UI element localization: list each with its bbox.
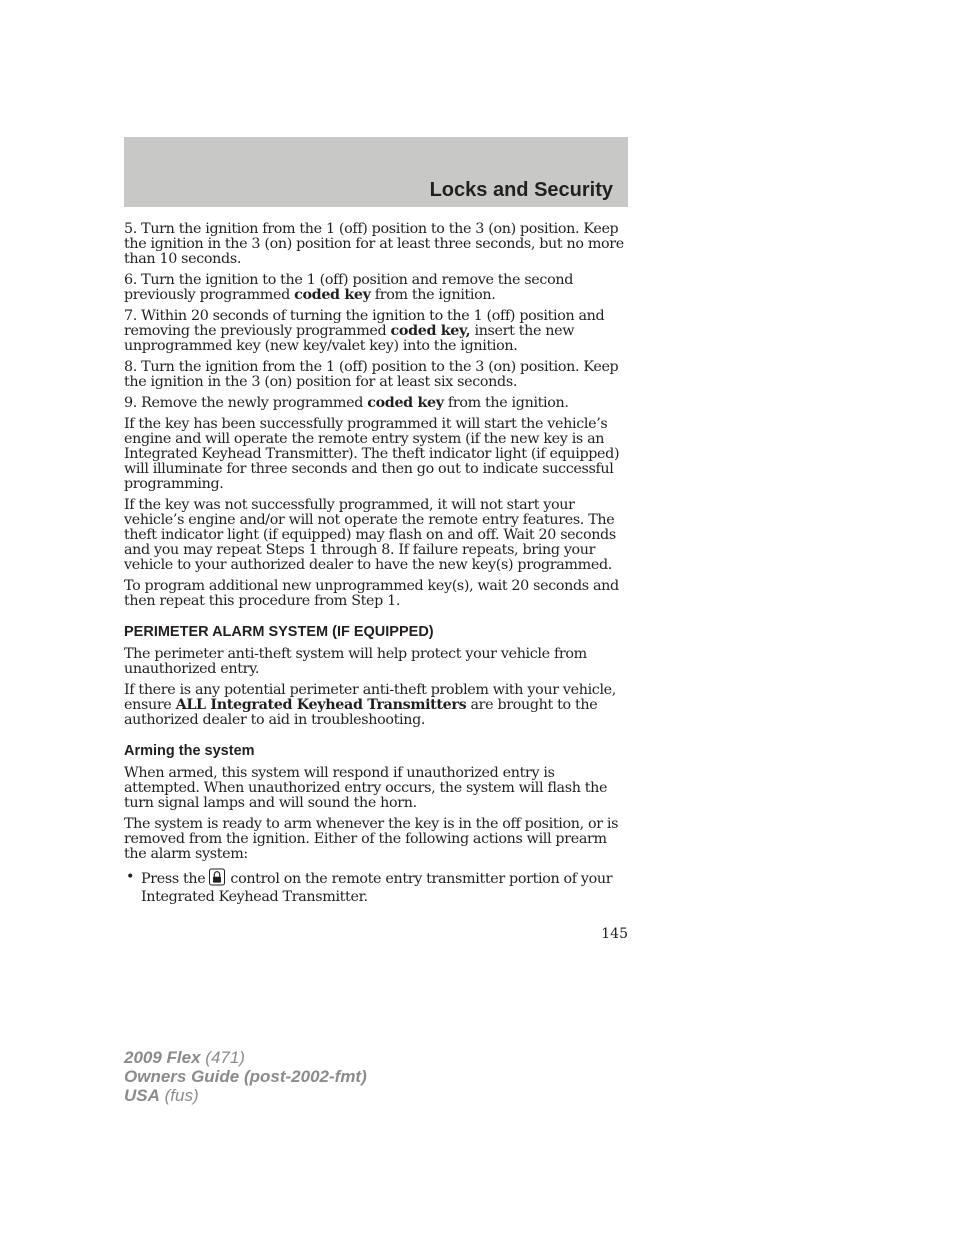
perimeter-problem-text-end: are brought to the authorized dealer to aid in troubleshooting. bbox=[124, 697, 598, 728]
arming-paragraph-2: The system is ready to arm whenever the key is in the off position, or is removed from the ignition. Either of the following actions will prearm the alarm system: bbox=[124, 816, 619, 862]
bullet-text-end: control on the remote entry transmitter portion of your Integrated Keyhead Transmitter. bbox=[141, 871, 613, 905]
step-9-text-end: from the ignition. bbox=[443, 395, 569, 411]
prearm-bullet-item bbox=[124, 868, 628, 906]
footer-market-code: (fus) bbox=[159, 1086, 199, 1105]
step-7-text-end: insert the new unprogrammed key (new key/valet key) into the ignition. bbox=[124, 323, 575, 354]
step-5-paragraph: 5. Turn the ignition from the 1 (off) position to the 3 (on) position. Keep the ignition in the 3 (on) position for at least three seconds, but no more than 10 seconds. bbox=[124, 221, 624, 267]
lock-icon bbox=[208, 868, 226, 886]
step-6-bold: coded key bbox=[294, 287, 371, 303]
bullet-dot: • bbox=[126, 869, 135, 885]
step-9-bold: coded key bbox=[367, 395, 444, 411]
perimeter-problem-bold: ALL Integrated Keyhead Transmitters bbox=[175, 697, 467, 713]
additional-keys-paragraph: To program additional new unprogrammed key(s), wait 20 seconds and then repeat this procedure from Step 1. bbox=[124, 578, 619, 609]
perimeter-alarm-heading: PERIMETER ALARM SYSTEM (IF EQUIPPED) bbox=[124, 624, 434, 640]
arming-paragraph-1: When armed, this system will respond if unauthorized entry is attempted. When unauthorized entry occurs, the system will flash the turn signal lamps and will sound the horn. bbox=[124, 765, 608, 811]
step-9-paragraph bbox=[124, 396, 628, 411]
step-6-text-end: from the ignition. bbox=[370, 287, 496, 303]
footer-line-3 bbox=[124, 1086, 367, 1105]
perimeter-intro-paragraph: The perimeter anti-theft system will help protect your vehicle from unauthorized entry. bbox=[124, 646, 587, 677]
perimeter-problem-text: If there is any potential perimeter anti-theft problem with your vehicle, ensure bbox=[124, 682, 616, 713]
success-paragraph: If the key has been successfully programmed it will start the vehicle’s engine and will operate the remote entry system (if the new key is an Integrated Keyhead Transmitter). The theft indicator light (if equipped) will illuminate for three seconds and then go out to indicate successful programming. bbox=[124, 416, 620, 492]
perimeter-problem-paragraph bbox=[124, 683, 628, 728]
page-number: 145 bbox=[601, 926, 628, 942]
section-title: Locks and Security bbox=[429, 179, 613, 201]
step-7-bold: coded key, bbox=[390, 323, 471, 339]
footer-line-1 bbox=[124, 1048, 367, 1067]
footer-market: USA bbox=[124, 1086, 160, 1105]
bullet-text-start: Press the bbox=[141, 871, 206, 887]
section-header-band bbox=[124, 137, 628, 207]
failure-paragraph: If the key was not successfully programmed, it will not start your vehicle’s engine and/or will not operate the remote entry features. The theft indicator light (if equipped) may flash on and off. Wait 20 seconds and you may repeat Steps 1 through 8. If failure repeats, bring your vehicle to your authorized dealer to have the new key(s) programmed. bbox=[124, 497, 616, 573]
step-7-paragraph bbox=[124, 309, 628, 354]
document-footer bbox=[124, 1048, 367, 1105]
step-8-paragraph: 8. Turn the ignition from the 1 (off) position to the 3 (on) position. Keep the ignition in the 3 (on) position for at least six seconds. bbox=[124, 359, 619, 390]
step-9-text: 9. Remove the newly programmed bbox=[124, 395, 368, 411]
footer-line-2: Owners Guide (post-2002-fmt) bbox=[124, 1067, 367, 1086]
step-6-text: 6. Turn the ignition to the 1 (off) position and remove the second previously programmed bbox=[124, 272, 573, 303]
footer-model: 2009 Flex bbox=[124, 1048, 201, 1067]
step-6-paragraph bbox=[124, 273, 628, 303]
step-7-text: 7. Within 20 seconds of turning the ignition to the 1 (off) position and removing the previously programmed bbox=[124, 308, 605, 339]
arming-heading: Arming the system bbox=[124, 743, 255, 759]
footer-model-code: (471) bbox=[200, 1048, 245, 1067]
page-content bbox=[124, 222, 628, 906]
